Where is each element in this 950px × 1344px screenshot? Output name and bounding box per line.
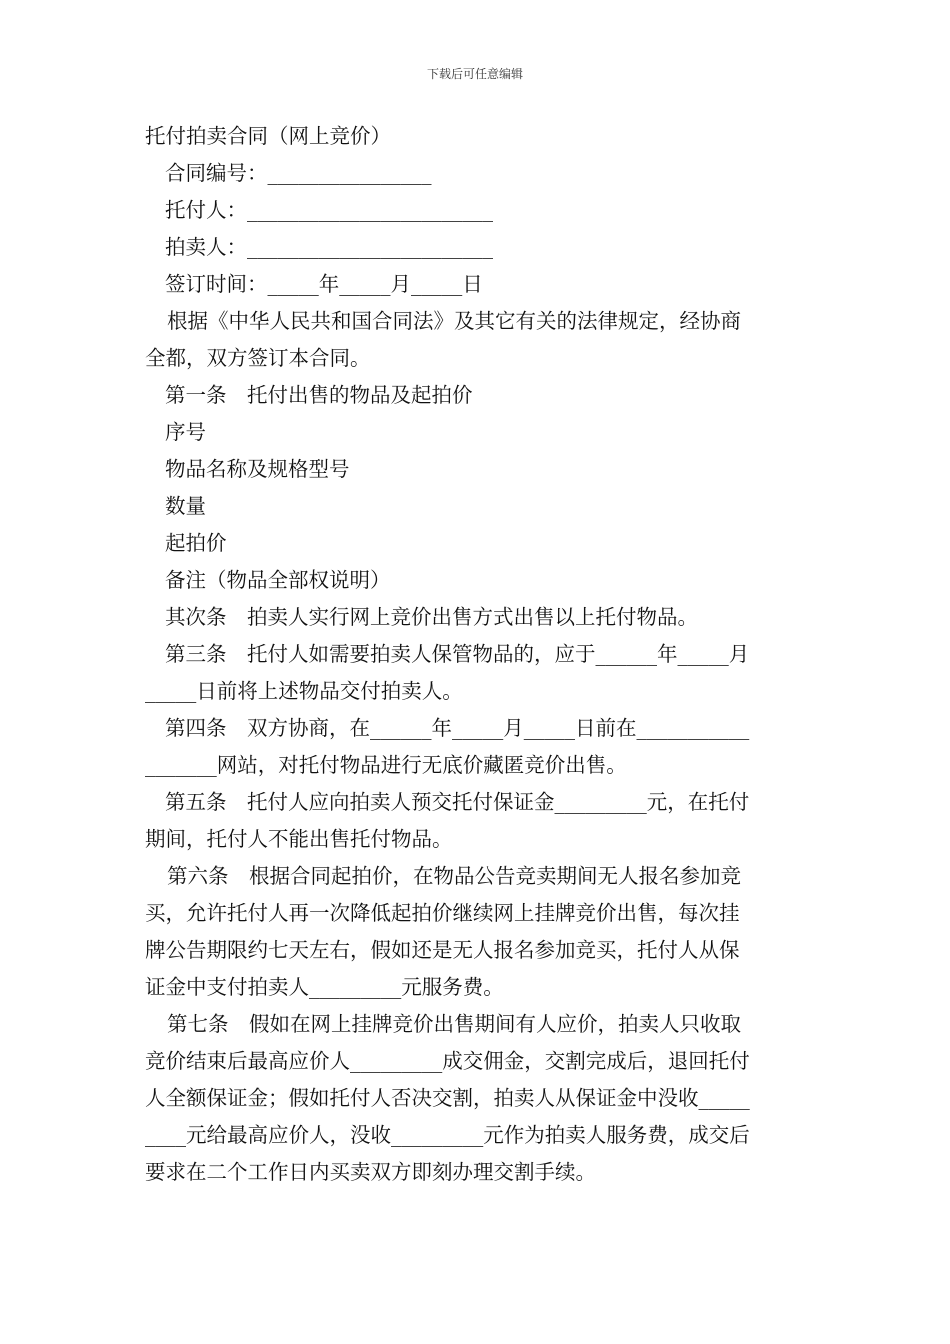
article-3-line: _____日前将上述物品交付拍卖人。 — [145, 679, 463, 703]
sign-date-field: 签订时间：_____年_____月_____日 — [165, 272, 483, 296]
article-4 — [145, 710, 807, 784]
article-7-line: ____元给最高应价人，没收_________元作为拍卖人服务费，成交后 — [145, 1123, 750, 1147]
article-5-line: 第五条 托付人应向拍卖人预交托付保证金_________元，在托付 — [165, 790, 750, 814]
contract-number-field: 合同编号：________________ — [165, 161, 432, 185]
preamble-line: 全都，双方签订本合同。 — [145, 346, 371, 370]
table-header-start-price: 起拍价 — [165, 531, 227, 555]
page-header: 下载后可任意编辑 — [426, 67, 523, 81]
table-header-quantity: 数量 — [165, 494, 206, 518]
consignor-field: 托付人：________________________ — [165, 198, 493, 222]
table-header-item-name: 物品名称及规格型号 — [165, 457, 350, 481]
article-7 — [145, 1006, 807, 1191]
article-5 — [145, 784, 807, 858]
article-4-line: _______网站，对托付物品进行无底价藏匿竞价出售。 — [145, 753, 627, 777]
preamble-paragraph — [145, 303, 807, 377]
article-4-line: 第四条 双方协商，在______年_____月_____日前在___________ — [165, 716, 750, 740]
article-3-line: 第三条 托付人如需要拍卖人保管物品的，应于______年_____月 — [165, 642, 750, 666]
article-2: 其次条 拍卖人实行网上竞价出售方式出售以上托付物品。 — [165, 605, 698, 629]
article-6 — [145, 858, 807, 1006]
article-7-line: 第七条 假如在网上挂牌竞价出售期间有人应价，拍卖人只收取 — [167, 1012, 741, 1036]
article-7-line: 竞价结束后最高应价人_________成交佣金，交割完成后，退回托付 — [145, 1049, 750, 1073]
table-header-remarks: 备注（物品全部权说明） — [165, 568, 391, 592]
contract-document — [145, 118, 807, 1191]
article-5-line: 期间，托付人不能出售托付物品。 — [145, 827, 453, 851]
article-6-line: 第六条 根据合同起拍价，在物品公告竞卖期间无人报名参加竞 — [167, 864, 741, 888]
contract-title: 托付拍卖合同（网上竞价） — [145, 124, 391, 148]
auctioneer-field: 拍卖人：________________________ — [165, 235, 493, 259]
article-6-line: 买，允许托付人再一次降低起拍价继续网上挂牌竞价出售，每次挂 — [145, 901, 740, 925]
article-7-line: 要求在二个工作日内买卖双方即刻办理交割手续。 — [145, 1160, 596, 1184]
article-1-heading: 第一条 托付出售的物品及起拍价 — [165, 383, 473, 407]
article-7-line: 人全额保证金；假如托付人否决交割，拍卖人从保证金中没收_____ — [145, 1086, 750, 1110]
article-6-line: 证金中支付拍卖人_________元服务费。 — [145, 975, 504, 999]
table-header-index: 序号 — [165, 420, 206, 444]
article-6-line: 牌公告期限约七天左右，假如还是无人报名参加竞买，托付人从保 — [145, 938, 740, 962]
article-3 — [145, 636, 807, 710]
preamble-line: 根据《中华人民共和国合同法》及其它有关的法律规定，经协商 — [167, 309, 741, 333]
